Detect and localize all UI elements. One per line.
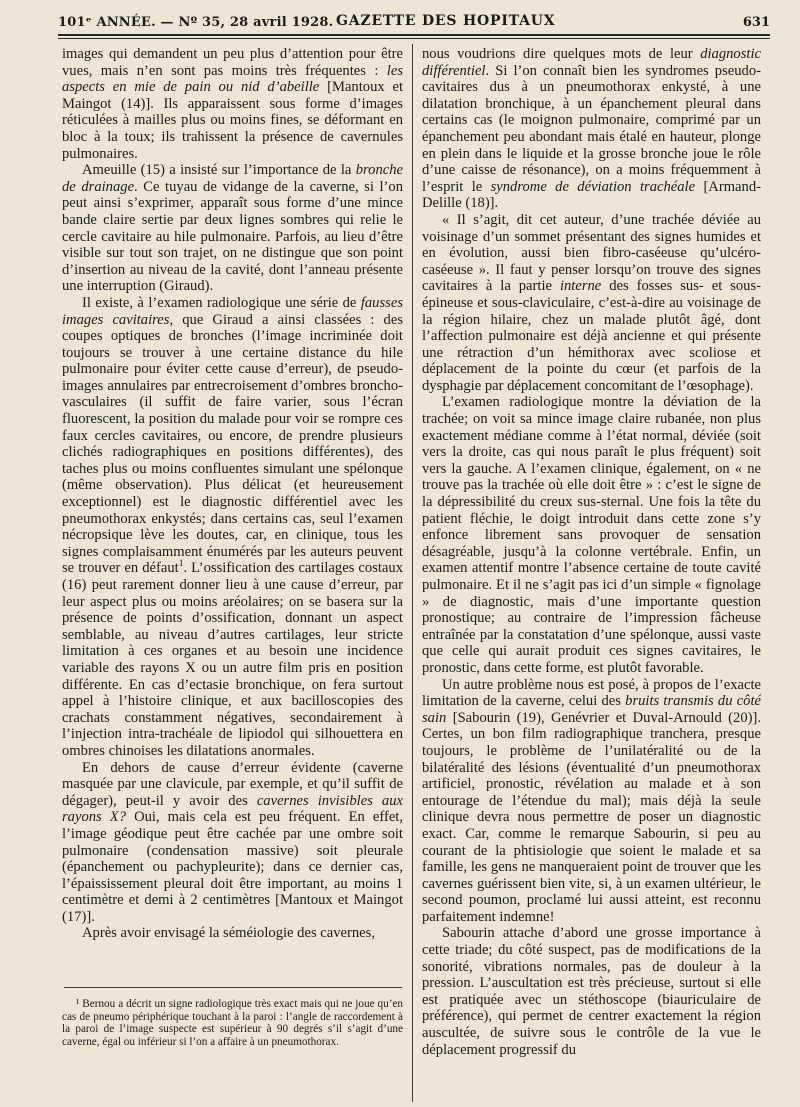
paragraph: Ameuille (15) a insisté sur l’importance de la bronche de drainage. Ce tuyau de vidange de la caverne, si l’on peut ainsi s’exprimer, apparaît sous forme d’une mince bande claire sertie par deux lignes sombres qui relie le cercle cavitaire au hile pulmonaire. Parfois, au lieu d’être visible sur tout son trajet, on ne distingue que son point d’insertion au niveau de la cavité, dont l’anneau présente une interruption (Giraud). [62, 162, 403, 295]
footnote-rule [64, 987, 402, 988]
left-text-column [62, 46, 403, 986]
footnote-text: ¹ Bernou a décrit un signe radiologique très exact mais qui ne joue qu’en cas de pneumo périphérique touchant à la paroi : l’angle de raccordement à la paroi de l’image suspecte est supérieur à 90 degrés s’il s’agit d’une caverne, égal ou inférieur si l’on a affaire à un pneumothorax. [62, 998, 403, 1048]
header-rule-thick [58, 34, 770, 36]
paragraph: Sabourin attache d’abord une grosse importance à cette triade; du côté suspect, pas de modifications de la sonorité, vibrations normales, pas de douleur à la pression. L’auscultation est très précieuse, surtout si elle est pratiquée avec un stéthoscope (biauriculaire de préférence), qui permet de centrer exactement la région auscultée, de suivre sous le contrôle de la vue le déplacement progressif du [422, 925, 761, 1058]
paragraph: En dehors de cause d’erreur évidente (caverne masquée par une clavicule, par exemple, et qu’il suffit de dégager), peut-il y avoir des cavernes invisibles aux rayons X? Oui, mais cela est peu fréquent. En effet, l’image géodique peut être cachée par une ombre soit pulmonaire (condensation massive) soit pleurale (épanchement ou pachypleurite); dans ce dernier cas, l’épaississement pleural doit être important, au moins 1 centimètre et demi à 2 centimètres [Mantoux et Maingot (17)]. [62, 759, 403, 925]
paragraph: « Il s’agit, dit cet auteur, d’une trachée déviée au voisinage d’un sommet présentant des signes humides et en évolution, aussi bien fibro-caséeuse qu’ulcéro-caséeuse ». Il faut y penser lorsqu’on trouve des signes cavitaires à la partie interne des fosses sus- et sous-épineuse et sous-claviculaire, c’est-à-dire au voisinage de la région hilaire, chez un malade plutôt âgé, dont l’affection pulmonaire est déjà ancienne et qui présente une rétraction d’un hémithorax avec scoliose et déplacement de la pointe du cœur (et parfois de la dysphagie par déplacement concomitant de l’œsophage). [422, 211, 761, 394]
running-header [58, 14, 770, 32]
footnote [62, 998, 403, 1090]
paragraph: nous voudrions dire quelques mots de leur diagnostic différentiel. Si l’on connaît bien les syndromes pseudo-cavitaires dus à un pneumothorax enkysté, à une dilatation bronchique, à un épanchement pleural dans certains cas (le moignon pulmonaire, comprimé par un épanchement peu abondant mais étalé en hauteur, plonge en plein dans le liquide et la grosse bronche joue le rôle d’une caisse de résonance), on a moins fréquemment à l’esprit le syndrome de déviation trachéale [Armand-Delille (18)]. [422, 46, 761, 212]
page-number: 631 [742, 15, 770, 30]
issue-info: 101ᵉ ANNÉE. — Nº 35, 28 avril 1928. [58, 15, 334, 30]
right-text-column [422, 46, 761, 1104]
journal-title: GAZETTE DES HOPITAUX [336, 13, 556, 29]
column-divider [412, 44, 413, 1102]
paragraph: Un autre problème nous est posé, à propos de l’exacte limitation de la caverne, celui des bruits transmis du côté sain [Sabourin (19), Genévrier et Duval-Arnould (20)]. Certes, un bon film radiographique tranchera, presque toujours, le problème de l’unilatéralité ou de la bilatéralité des lésions (éventualité d’un pneumothorax artificiel, pronostic, révélation au malade et à son entourage de l’étendue du mal); mais déjà la seule clinique devra nous permettre de poser un diagnostic exact. Car, comme le remarque Sabourin, si peu au courant de la phtisiologie que soient le malade et sa famille, les gens ne manqueraient point de trouver que les cavernes guérissent bien vite, si, à un examen ultérieur, le second poumon, proclamé lui aussi atteint, est reconnu parfaitement indemne! [422, 676, 761, 925]
paragraph: images qui demandent un peu plus d’attention pour être vues, mais n’en sont pas moins très fréquentes : les aspects en mie de pain ou nid d’abeille [Mantoux et Maingot (14)]. Ils apparaissent sous forme d’images réticulées à mailles plus ou moins fines, se déformant en bloc à la toux; ils trahissent la présence de cavernules pulmonaires. [62, 46, 403, 162]
paragraph: Il existe, à l’examen radiologique une série de fausses images cavitaires, que Giraud a ainsi classées : des coupes optiques de bronches (l’image incriminée doit toujours se trouver à une certaine distance du hile pulmonaire pour éviter cette cause d’erreur), de pseudo-images annulaires par entrecroisement d’ombres broncho-vasculaires (il suffit de faire varier, sous l’écran fluorescent, la position du malade pour voir se rompre ces faux cercles cavitaires, ou encore, de prendre plusieurs clichés radiographiques en positions différentes), des taches plus ou moins confluentes simulant une spélonque (même observation). Plus délicat (et heureusement exceptionnel) est le diagnostic différentiel avec les pneumothorax enkystés; dans certains cas, seul l’examen nécropsique lève les doutes, car, en clinique, tous les signes complaisamment énumérés par les auteurs peuvent se trouver en défaut$^1$. L’ossification des cartilages costaux (16) peut rarement donner lieu à une cause d’erreur, par leur aspect plus ou moins aréolaires; on se basera sur la présence de points d’ossification, donnant un aspect semblable, au niveau d’autres cartilages, leur stricte limitation à ces organes et au besoin une incidence variable des rayons X ou un autre film pris en position différente. En cas d’ectasie bronchique, on fera surtout appel à l’histoire clinique, et aux bacilloscopies des crachats constamment négatives, secondairement à l’injection intra-trachéale de lipiodol qui silhouettera en ombres chinoises les dilatations anormales. [62, 294, 403, 759]
paragraph: Après avoir envisagé la séméiologie des cavernes, [82, 925, 375, 942]
paragraph: L’examen radiologique montre la déviation de la trachée; on voit sa mince image claire rubanée, non plus exactement médiane comme à l’état normal, déviée (soit vers la droite, cas qui nous paraît le plus fréquent) soit vers la gauche. A l’examen clinique, également, on « ne trouve pas la trachée où elle doit être » : c’est le signe de la dépressibilité du creux sus-sternal. Une fois la tête du patient fléchie, le doigt introduit dans cette zone s’y enfonce librement sans provoquer de sensation désagréable, jusqu’à la colonne vertébrale. Enfin, un examen attentif montre l’absence certaine de toute cavité pulmonaire. Et il ne s’agit pas ici d’un simple « fignolage » de diagnostic, mais d’une importante question pronostique; au contraire de l’impression fâcheuse entraînée par la constatation d’une spélonque, aussi vaste que celle qui aurait produit ces signes cavitaires, le pronostic, dans cette forme, est plutôt favorable. [422, 394, 761, 676]
header-rule-thin [58, 38, 770, 39]
